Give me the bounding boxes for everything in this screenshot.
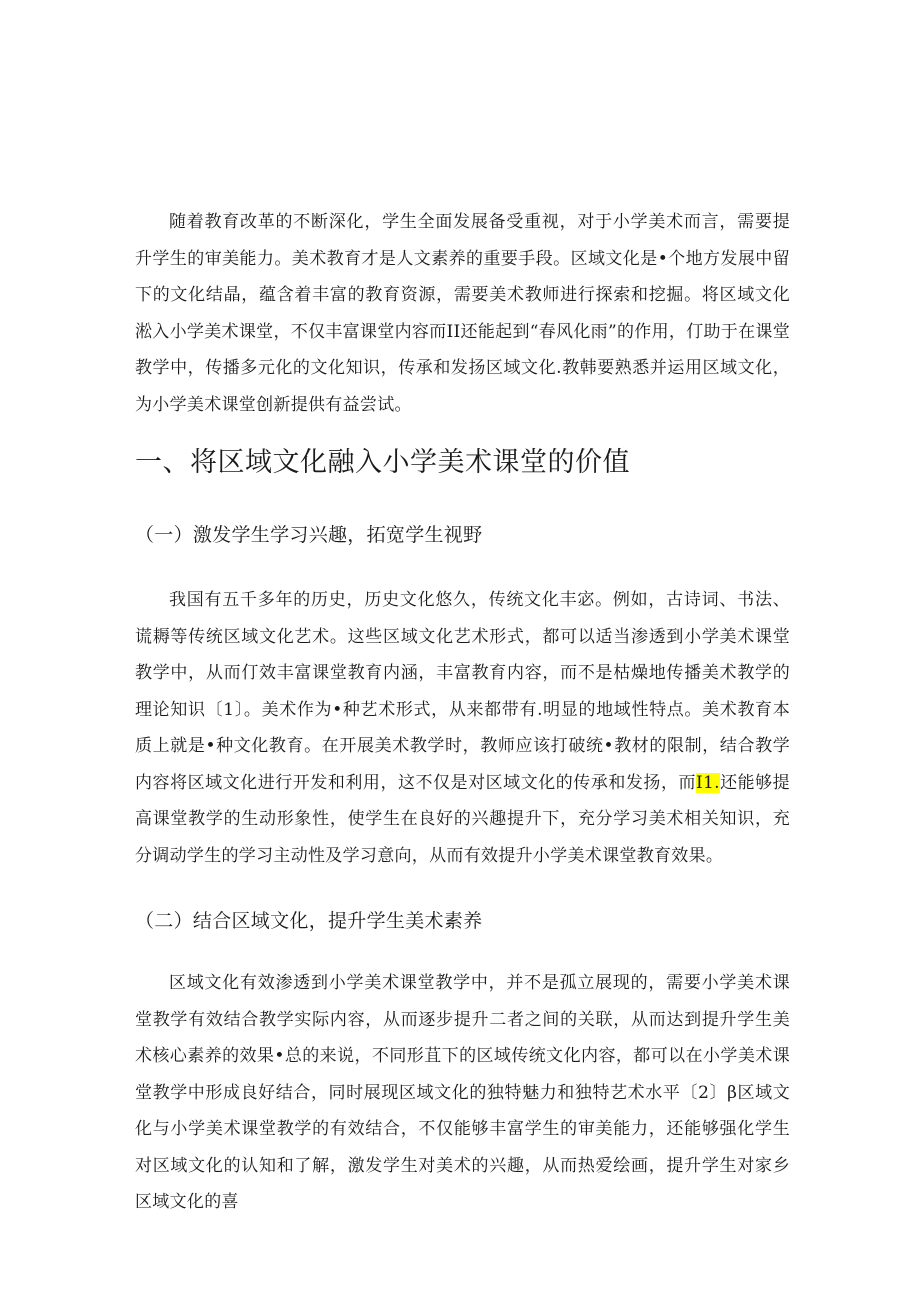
- subsection-heading-2: （二）结合区域文化，提升学生美术素养: [135, 910, 483, 932]
- paragraph-text-after-highlight: 还能够提高课堂教学的生动形象性，使学生在良好的兴趣提升下，充分学习美术相关知识，充分调动学生的学习主动性及学习意向，从而有效提升小学美术课堂教育效果。: [135, 772, 790, 866]
- subsection-2-paragraph: 区域文化有效渗透到小学美术课堂教学中，并不是孤立展现的，需要小学美术课堂教学有效结合教学实际内容，从而逐步提升二者之间的关联，从而达到提升学生美术核心素养的效果•总的来说，不同形苴下的区域传统文化内容，都可以在小学美术课堂教学中形成良好结合，同时展现区域文化的独特魅力和独特艺术水平〔2〕β区域文化与小学美术课堂教学的有效结合，不仅能够丰富学生的审美能力，还能够强化学生对区域文化的认知和了解，激发学生对美术的兴趣，从而热爱绘画，提升学生对家乡区域文化的喜: [135, 973, 790, 1212]
- highlighted-text: I1.: [696, 772, 720, 793]
- subsection-heading-1: （一）激发学生学习兴趣，拓宽学生视野: [135, 524, 483, 546]
- intro-paragraph: 随着教育改革的不断深化，学生全面发展备受重视，对于小学美术而言，需要提升学生的审美能力。美术教育才是人文素养的重要手段。区域文化是•个地方发展中留下的文化结晶，蕴含着丰富的教育资源，需要美术教师进行探索和挖掘。将区域文化淞入小学美术课堂，不仅丰富课堂内容而II还能起到“春风化雨”的作用，仃助于在课堂教学中，传播多元化的文化知识，传承和发扬区域文化.教韩要熟悉并运用区域文化，为小学美术课堂创新提供有益尝试。: [135, 212, 790, 415]
- section-heading-1: 一、将区域文化融入小学美术课堂的价值: [135, 447, 630, 478]
- paragraph-text-before-highlight: 我国有五千多年的历史，历史文化悠久，传统文化丰宓。例如，古诗词、书法、谎耨等传统区域文化艺术。这些区域文化艺术形式，都可以适当渗透到小学美术课堂教学中，从而仃效丰富课堂教育内涵，丰富教育内容，而不是枯燥地传播美术教学的理论知识〔1〕。美术作为•种艺术形式，从来都带有.明显的地域性特点。美术教育本质上就是•种文化教育。在开展美术教学时，教师应该打破统•教材的限制，结合教学内容将区域文化进行开发和利用，这不仅是对区域文化的传承和发扬，而: [135, 590, 790, 793]
- subsection-1-paragraph: [135, 582, 790, 874]
